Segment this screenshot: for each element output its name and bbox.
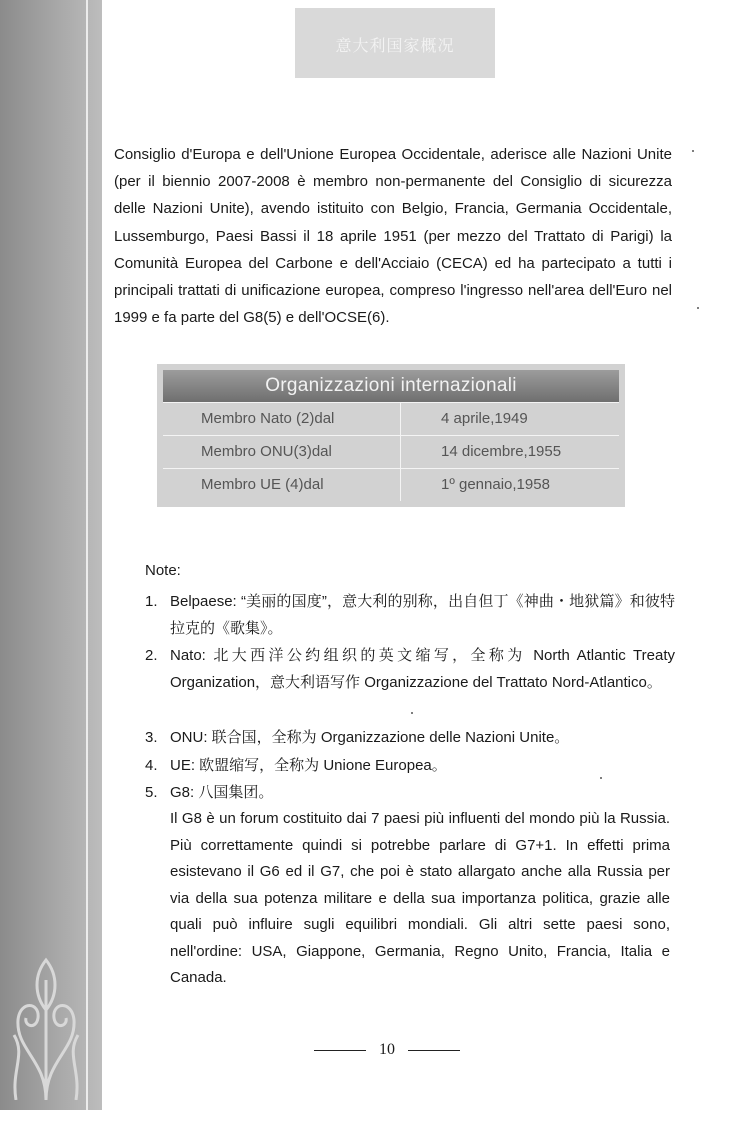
- table-title: Organizzazioni internazionali: [163, 370, 619, 402]
- note-text: ONU: 联合国，全称为 Organizzazione delle Nazioni Unite。: [170, 729, 570, 746]
- scan-speck: [600, 777, 602, 779]
- note-item: [145, 642, 675, 696]
- body-paragraph: Consiglio d'Europa e dell'Unione Europea Occidentale, aderisce alle Nazioni Unite (per il biennio 2007-2008 è membro non-permanente del Consiglio di sicurezza delle Nazioni Unite), avendo istituito con Belgio, Francia, Germania Occidentale, Lussemburgo, Paesi Bassi il 18 aprile 1951 (per mezzo del Trattato di Parigi) la Comunità Europea del Carbone e dell'Acciaio (CECA) ed ha partecipato a tutti i principali trattati di unificazione europea, compreso l'ingresso nell'area dell'Euro nel 1999 e fa parte del G8(5) e dell'OCSE(6).: [114, 146, 672, 327]
- note-number: 3.: [145, 729, 158, 746]
- footer-rule-left: [314, 1050, 366, 1051]
- note-text: G8: 八国集团。: [170, 784, 274, 801]
- table-cell-label: Membro ONU(3)dal: [163, 436, 401, 468]
- table-row: [163, 468, 619, 501]
- scan-speck: [411, 712, 413, 714]
- page-number: 10: [379, 1041, 395, 1058]
- note-number: 1.: [145, 593, 158, 610]
- note-item: [145, 779, 675, 806]
- notes-heading: Note:: [145, 562, 181, 579]
- footer-rule-right: [408, 1050, 460, 1051]
- decorative-sidebar: [0, 0, 102, 1110]
- page-header-title: 意大利国家概况: [335, 36, 455, 55]
- note-number: 5.: [145, 784, 158, 801]
- table-row: [163, 435, 619, 468]
- ornament-icon: [6, 940, 86, 1100]
- note-text: Nato: 北大西洋公约组织的英文缩写，全称为 North Atlantic Treaty Organization，意大利语写作 Organizzazione del Trattato Nord-Atlantico。: [170, 647, 675, 691]
- note-number: 4.: [145, 757, 158, 774]
- header-box: [295, 8, 495, 78]
- sidebar-stripe: [86, 0, 88, 1110]
- table-row: [163, 402, 619, 435]
- note-text: UE: 欧盟缩写，全称为 Unione Europea。: [170, 757, 447, 774]
- note-number: 2.: [145, 647, 158, 664]
- table-cell-label: Membro Nato (2)dal: [163, 403, 401, 435]
- scan-speck: [697, 307, 699, 309]
- organizations-table: [157, 364, 625, 507]
- note-text: Belpaese: “美丽的国度”，意大利的别称，出自但丁《神曲・地狱篇》和彼特拉克的《歌集》。: [170, 593, 675, 637]
- page-footer: [314, 1038, 460, 1062]
- table-cell-label: Membro UE (4)dal: [163, 469, 401, 501]
- note-item: [145, 588, 675, 642]
- note-item: [145, 724, 675, 751]
- table-cell-value: 1º gennaio,1958: [441, 476, 550, 493]
- note-item: [145, 752, 675, 779]
- table-cell-value: 4 aprile,1949: [441, 410, 528, 427]
- g8-paragraph: Il G8 è un forum costituito dai 7 paesi più influenti del mondo più la Russia. Più correttamente quindi si potrebbe parlare di G7+1. In effetti prima esistevano il G6 ed il G7, che poi è stato allargato anche alla Russia per via della sua potenza militare e della sua importanza politica, grazie alle quali può influire sugli equilibri mondiali. Gli altri sette paesi sono, nell'ordine: USA, Giappone, Germania, Regno Unito, Francia, Italia e Canada.: [170, 810, 670, 986]
- scan-speck: [692, 150, 694, 152]
- table-cell-value: 14 dicembre,1955: [441, 443, 562, 460]
